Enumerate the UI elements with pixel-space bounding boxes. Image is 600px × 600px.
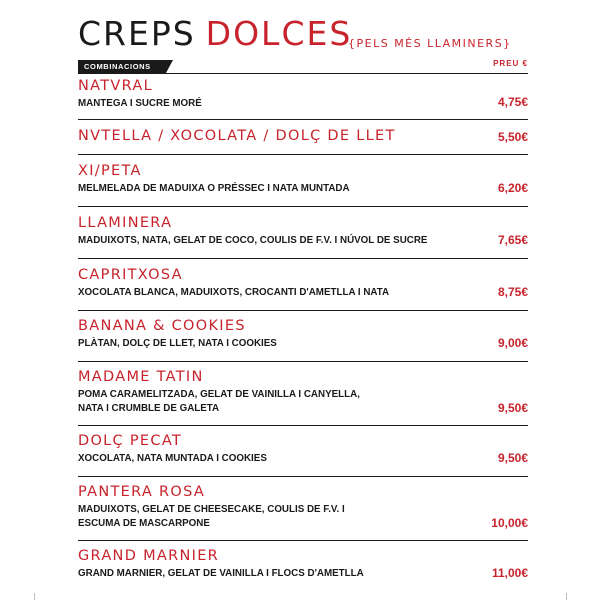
item-price: 11,00€ (491, 566, 528, 580)
item-divider (78, 258, 528, 259)
item-description: XOCOLATA BLANCA, MADUIXOTS, CROCANTI D'AMETLLA I NATA (78, 287, 390, 298)
item-name: CAPRITXOSA (78, 267, 183, 283)
section-label: COMBINACIONS (78, 60, 166, 73)
crop-mark (34, 593, 35, 600)
item-divider (78, 206, 528, 207)
item-price: 8,75€ (497, 285, 528, 299)
item-divider (78, 310, 528, 311)
item-price: 9,00€ (497, 336, 528, 350)
item-name: BANANA & COOKIES (78, 318, 246, 334)
menu-title (78, 14, 352, 53)
item-description: MADUIXOTS, GELAT DE CHEESECAKE, COULIS DE F.V. I ESCUMA DE MASCARPONE (78, 504, 345, 529)
item-divider (78, 540, 528, 541)
item-divider (78, 361, 528, 362)
menu-title-accent: DOLCES (205, 14, 353, 53)
section-divider (78, 73, 528, 74)
menu-subtitle: {PELS MÉS LLAMINERS} (348, 37, 512, 50)
item-description: MANTEGA I SUCRE MORÉ (78, 98, 202, 109)
item-price: 7,65€ (497, 233, 528, 247)
item-description: GRAND MARNIER, GELAT DE VAINILLA I FLOCS D'AMETLLA (78, 568, 364, 579)
item-name: XI/PETA (78, 163, 142, 179)
item-name: NVTELLA / XOCOLATA / DOLÇ DE LLET (78, 128, 396, 144)
item-divider (78, 154, 528, 155)
item-divider (78, 476, 528, 477)
crop-mark (566, 593, 567, 600)
item-description: MADUIXOTS, NATA, GELAT DE COCO, COULIS DE F.V. I NÚVOL DE SUCRE (78, 235, 428, 246)
item-name: GRAND MARNIER (78, 548, 220, 564)
menu-title-main: CREPS (78, 14, 196, 53)
item-description: POMA CARAMELITZADA, GELAT DE VAINILLA I CANYELLA, NATA I CRUMBLE DE GALETA (78, 389, 360, 414)
item-name: DOLÇ PECAT (78, 433, 183, 449)
item-price: 9,50€ (497, 401, 528, 415)
item-name: LLAMINERA (78, 215, 173, 231)
item-price: 10,00€ (491, 516, 528, 530)
item-name: NATVRAL (78, 78, 154, 94)
item-description: XOCOLATA, NATA MUNTADA I COOKIES (78, 453, 267, 464)
item-description: MELMELADA DE MADUIXA O PRÉSSEC I NATA MUNTADA (78, 183, 350, 194)
item-description: PLÀTAN, DOLÇ DE LLET, NATA I COOKIES (78, 338, 277, 349)
price-column-header: PREU € (493, 59, 528, 68)
item-price: 6,20€ (497, 181, 528, 195)
item-name: PANTERA ROSA (78, 484, 206, 500)
item-divider (78, 425, 528, 426)
item-name: MADAME TATIN (78, 369, 204, 385)
item-price: 4,75€ (497, 95, 528, 109)
item-divider (78, 119, 528, 120)
item-price: 9,50€ (497, 451, 528, 465)
item-price: 5,50€ (497, 130, 528, 144)
